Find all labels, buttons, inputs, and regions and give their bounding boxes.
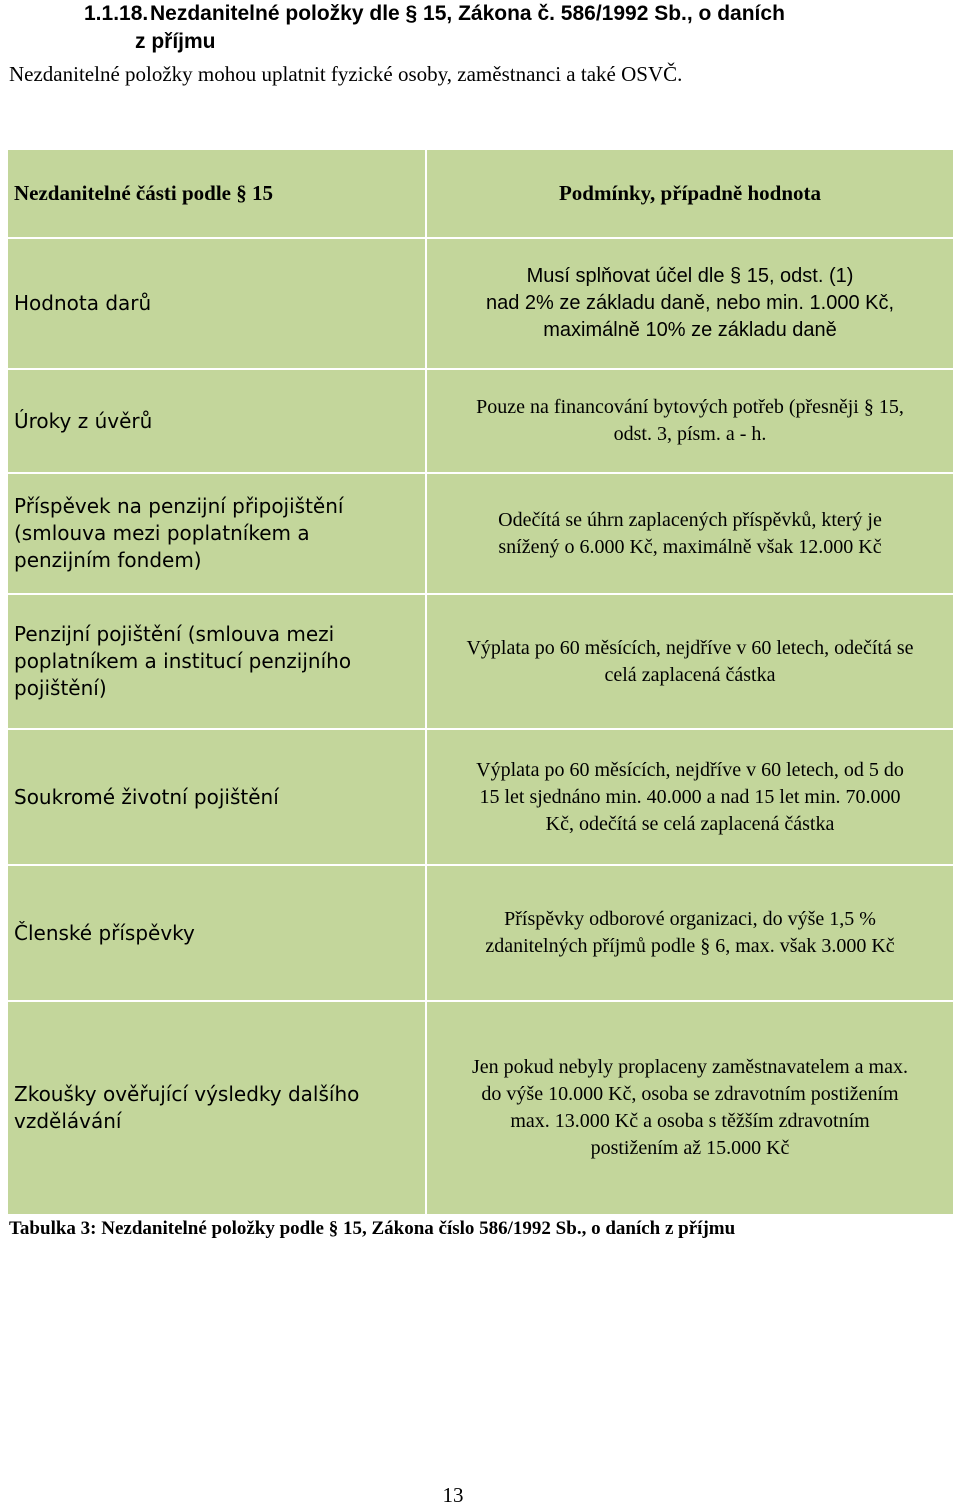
condition-line: do výše 10.000 Kč, osoba se zdravotním postižením bbox=[481, 1083, 899, 1105]
tax-deduction-table bbox=[6, 148, 955, 1216]
condition-line: Musí splňovat účel dle § 15, odst. (1) bbox=[526, 265, 854, 287]
table-caption: Tabulka 3: Nezdanitelné položky podle § 15, Zákona číslo 586/1992 Sb., o daních z příjmu bbox=[9, 1218, 736, 1239]
row-condition bbox=[426, 473, 954, 594]
item-line: vzdělávání bbox=[14, 1109, 122, 1133]
row-condition bbox=[426, 865, 954, 1001]
item-line: Penzijní pojištění (smlouva mezi bbox=[14, 622, 335, 646]
condition-line: Příspěvky odborové organizaci, do výše 1,5 % bbox=[504, 908, 876, 930]
row-condition bbox=[426, 238, 954, 369]
section-title-line2: z příjmu bbox=[135, 30, 216, 53]
row-item bbox=[7, 1001, 426, 1215]
row-condition bbox=[426, 369, 954, 473]
table-row bbox=[7, 594, 954, 729]
row-item bbox=[7, 473, 426, 594]
condition-line: Pouze na financování bytových potřeb (přesněji § 15, bbox=[476, 396, 904, 418]
table-row bbox=[7, 865, 954, 1001]
condition-line: max. 13.000 Kč a osoba s těžším zdravotním bbox=[510, 1110, 870, 1132]
condition-line: maximálně 10% ze základu daně bbox=[543, 319, 837, 341]
row-item: Hodnota darů bbox=[7, 238, 426, 369]
section-heading bbox=[84, 0, 944, 56]
row-item: Soukromé životní pojištění bbox=[7, 729, 426, 865]
header-cell-parts: Nezdanitelné části podle § 15 bbox=[7, 149, 426, 238]
condition-line: zdanitelných příjmů podle § 6, max. však 3.000 Kč bbox=[485, 935, 895, 957]
item-line: Zkoušky ověřující výsledky dalšího bbox=[14, 1082, 360, 1106]
table-row bbox=[7, 369, 954, 473]
section-title-line1: Nezdanitelné položky dle § 15, Zákona č. 586/1992 Sb., o daních bbox=[150, 2, 785, 25]
table-header-row bbox=[7, 149, 954, 238]
row-item bbox=[7, 594, 426, 729]
condition-line: celá zaplacená částka bbox=[604, 663, 776, 686]
condition-line: 15 let sjednáno min. 40.000 a nad 15 let min. 70.000 bbox=[479, 785, 901, 808]
condition-line: Jen pokud nebyly proplaceny zaměstnavatelem a max. bbox=[472, 1056, 908, 1078]
page-number: 13 bbox=[442, 1483, 464, 1507]
table-row bbox=[7, 1001, 954, 1215]
table-row bbox=[7, 473, 954, 594]
item-line: Příspěvek na penzijní připojištění bbox=[14, 494, 344, 518]
condition-line: postižením až 15.000 Kč bbox=[590, 1137, 790, 1159]
item-line: pojištění) bbox=[14, 676, 107, 700]
row-condition bbox=[426, 729, 954, 865]
header-cell-conditions: Podmínky, případně hodnota bbox=[426, 149, 954, 238]
row-condition bbox=[426, 1001, 954, 1215]
row-condition bbox=[426, 594, 954, 729]
condition-line: Kč, odečítá se celá zaplacená částka bbox=[545, 812, 835, 835]
row-item: Úroky z úvěrů bbox=[7, 369, 426, 473]
condition-line: Výplata po 60 měsících, nejdříve v 60 letech, od 5 do bbox=[476, 758, 904, 781]
condition-line: Výplata po 60 měsících, nejdříve v 60 letech, odečítá se bbox=[466, 636, 914, 659]
condition-line: nad 2% ze základu daně, nebo min. 1.000 Kč, bbox=[485, 292, 895, 314]
row-item: Členské příspěvky bbox=[7, 865, 426, 1001]
intro-paragraph: Nezdanitelné položky mohou uplatnit fyzické osoby, zaměstnanci a také OSVČ. bbox=[9, 62, 683, 86]
item-line: (smlouva mezi poplatníkem a bbox=[14, 521, 310, 545]
condition-line: Odečítá se úhrn zaplacených příspěvků, který je bbox=[498, 508, 882, 531]
item-line: poplatníkem a institucí penzijního bbox=[14, 649, 352, 673]
condition-line: snížený o 6.000 Kč, maximálně však 12.000 Kč bbox=[498, 535, 882, 558]
item-line: penzijním fondem) bbox=[14, 548, 202, 572]
table-row bbox=[7, 729, 954, 865]
condition-line: odst. 3, písm. a - h. bbox=[613, 423, 767, 445]
section-number: 1.1.18. bbox=[84, 2, 149, 25]
table-row bbox=[7, 238, 954, 369]
